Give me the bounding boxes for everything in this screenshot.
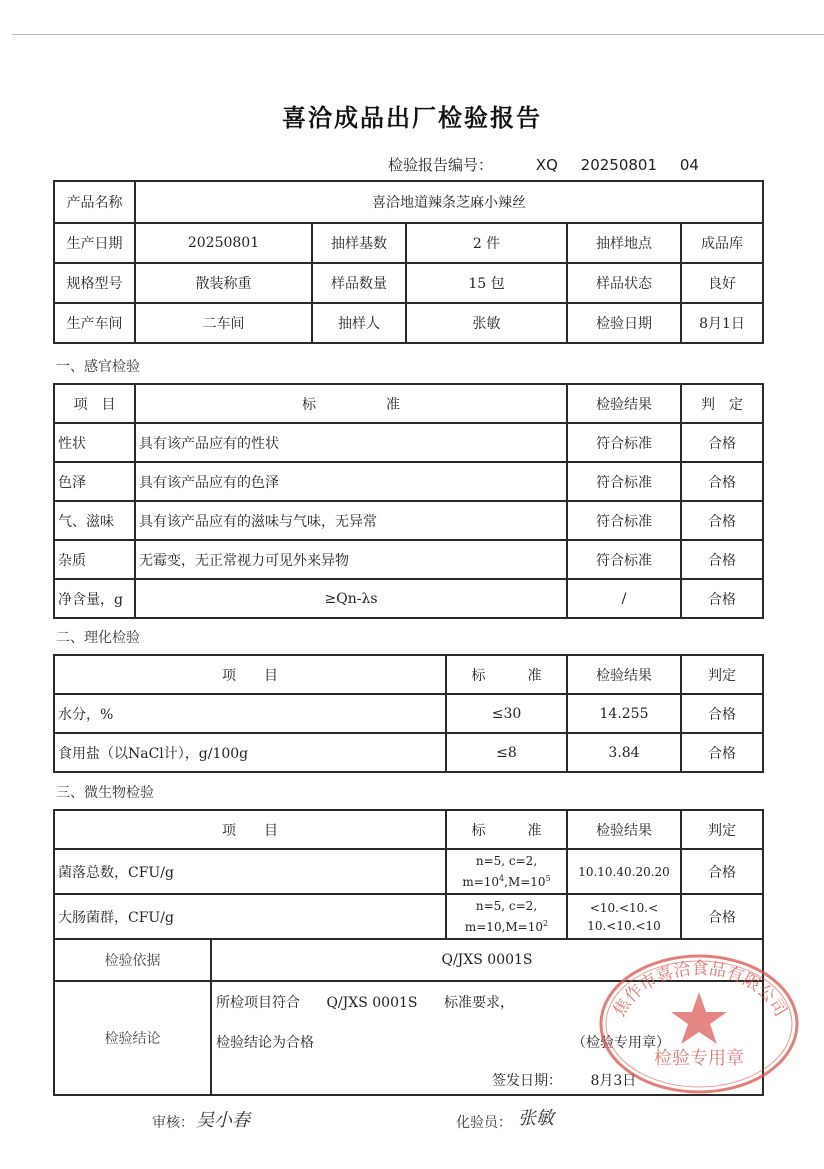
workshop-value: 二车间 [135,303,312,343]
sample-place-value: 成品库 [681,223,763,263]
sensory-verdict: 合格 [681,423,763,462]
physchem-standard: ≤30 [446,694,567,733]
micro-result-line1: <10.<10.< [589,900,659,915]
sample-state-value: 良好 [681,263,763,303]
sensory-verdict: 合格 [681,462,763,501]
micro-header-standard: 标 准 [446,810,567,849]
report-number-main: 20250801 [580,156,658,174]
table-row [54,540,763,579]
inspect-date-value: 8月1日 [681,303,763,343]
reviewer-label: 审核： [152,1115,194,1131]
physchem-header-standard: 标 准 [446,655,567,694]
sensory-result: / [567,579,681,618]
sensory-result: 符合标准 [567,540,681,579]
production-date-value: 20250801 [135,223,312,263]
stamp-arc-text: 焦作市喜洽食品有限公司 [609,959,791,1021]
sample-base-value: 2 件 [406,223,567,263]
sensory-standard: 具有该产品应有的性状 [135,423,567,462]
conclusion-label: 检验结论 [54,981,211,1095]
micro-standard-line1: n=5, c=2, [475,854,538,868]
report-number-suffix: 04 [679,156,699,174]
micro-standard [446,849,567,894]
page-top-rule [12,34,824,35]
sensory-item: 杂质 [54,540,135,579]
physchem-result: 3.84 [567,733,681,772]
sensory-standard: 具有该产品应有的色泽 [135,462,567,501]
physchem-header-verdict: 判定 [681,655,763,694]
sample-state-label: 样品状态 [567,263,681,303]
workshop-label: 生产车间 [54,303,135,343]
micro-header-item: 项 目 [54,810,446,849]
basis-label: 检验依据 [54,939,211,981]
physchem-section-title: 二、理化检验 [56,630,140,646]
sensory-section-title: 一、感官检验 [56,359,140,375]
sensory-result: 符合标准 [567,423,681,462]
product-info-table [53,180,764,344]
physchem-standard: ≤8 [446,733,567,772]
issue-date-label: 签发日期： [492,1073,562,1089]
sensory-standard: ≥Qn-λs [135,579,567,618]
inspector-label: 化验员： [456,1115,512,1131]
micro-section-title: 三、微生物检验 [56,785,154,801]
sampler-value: 张敏 [406,303,567,343]
table-row [54,733,763,772]
sampler-label: 抽样人 [312,303,406,343]
basis-value: Q/JXS 0001S [211,939,763,981]
production-date-label: 生产日期 [54,223,135,263]
star-icon [671,992,727,1044]
company-stamp [596,944,802,1094]
physchem-header-item: 项 目 [54,655,446,694]
sample-place-label: 抽样地点 [567,223,681,263]
spec-label: 规格型号 [54,263,135,303]
sensory-header-standard: 标 准 [135,384,567,423]
physchem-table [53,654,764,773]
physchem-item: 食用盐（以NaCl计），g/100g [54,733,446,772]
physchem-verdict: 合格 [681,733,763,772]
report-title: 喜洽成品出厂检验报告 [282,104,542,132]
product-name-label: 产品名称 [54,181,135,223]
sample-qty-value: 15 包 [406,263,567,303]
sensory-header-verdict: 判 定 [681,384,763,423]
table-row [54,501,763,540]
micro-result [567,894,681,939]
sensory-result: 符合标准 [567,501,681,540]
stamp-bottom-text: 检验专用章 [654,1048,744,1069]
table-row [54,462,763,501]
sample-base-label: 抽样基数 [312,223,406,263]
sensory-header-item: 项 目 [54,384,135,423]
physchem-result: 14.255 [567,694,681,733]
table-row [54,579,763,618]
micro-header-result: 检验结果 [567,810,681,849]
table-row [54,894,763,939]
micro-result: 10.10.40.20.20 [567,849,681,894]
table-row [54,849,763,894]
sensory-verdict: 合格 [681,579,763,618]
micro-standard-line2: $m=10,M=10^2$ [464,919,549,934]
conclusion-line1: 所检项目符合 Q/JXS 0001S 标准要求， [216,995,514,1011]
micro-standard [446,894,567,939]
inspect-date-label: 检验日期 [567,303,681,343]
micro-item: 菌落总数，CFU/g [54,849,446,894]
table-row [54,694,763,733]
sensory-standard: 具有该产品应有的滋味与气味，无异常 [135,501,567,540]
table-row [54,423,763,462]
micro-verdict: 合格 [681,849,763,894]
micro-standard-line2: $m=10^4,M=10^5$ [462,874,551,889]
sensory-result: 符合标准 [567,462,681,501]
physchem-item: 水分，% [54,694,446,733]
sensory-header-result: 检验结果 [567,384,681,423]
sensory-item: 性状 [54,423,135,462]
sensory-verdict: 合格 [681,501,763,540]
sensory-item: 气、滋味 [54,501,135,540]
report-number-prefix: XQ [535,156,558,174]
sensory-item: 色泽 [54,462,135,501]
stamp-note: （检验专用章） [572,1035,670,1051]
reviewer-signature: 吴小春 [196,1110,250,1131]
inspector-signature: 张敏 [518,1108,554,1129]
micro-result-line2: 10.<10.<10 [587,918,661,933]
micro-table [53,809,764,940]
sensory-verdict: 合格 [681,540,763,579]
physchem-verdict: 合格 [681,694,763,733]
sensory-table [53,383,764,619]
spec-value: 散装称重 [135,263,312,303]
micro-header-verdict: 判定 [681,810,763,849]
report-number-label: 检验报告编号： [388,156,494,174]
micro-item: 大肠菌群，CFU/g [54,894,446,939]
conclusion-line2: 检验结论为合格 [216,1035,314,1051]
product-name-value: 喜洽地道辣条芝麻小辣丝 [135,181,763,223]
issue-date-value: 8月3日 [590,1073,637,1089]
sample-qty-label: 样品数量 [312,263,406,303]
report-number [388,154,699,175]
sensory-standard: 无霉变，无正常视力可见外来异物 [135,540,567,579]
micro-verdict: 合格 [681,894,763,939]
physchem-header-result: 检验结果 [567,655,681,694]
sensory-item: 净含量，g [54,579,135,618]
micro-standard-line1: n=5, c=2, [475,899,538,913]
